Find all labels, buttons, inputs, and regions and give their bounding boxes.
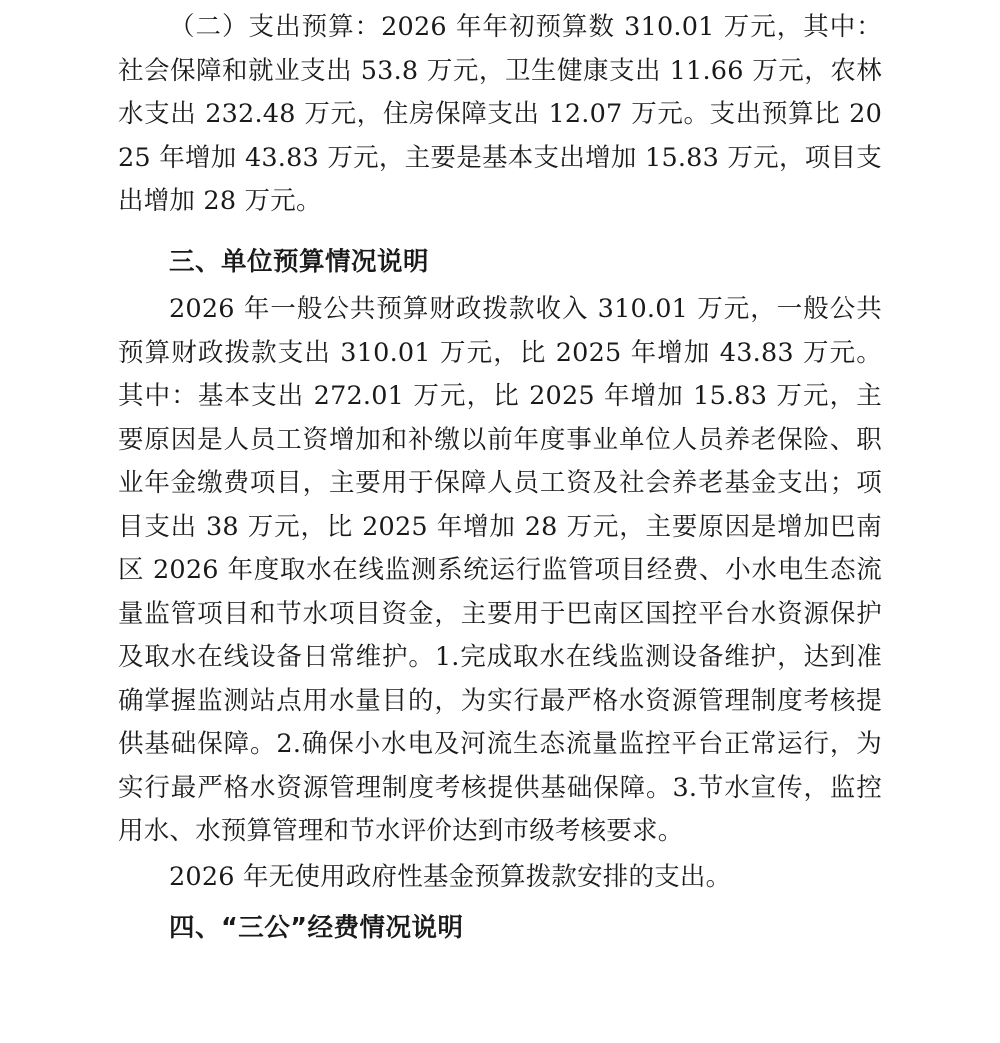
section-spacer (118, 226, 882, 233)
heading-three-public-expenses: 四、“三公”经费情况说明 (169, 913, 464, 943)
heading-unit-budget: 三、单位预算情况说明 (169, 246, 430, 277)
paragraph-government-fund: 2026 年无使用政府性基金预算拨款安排的支出。 (169, 861, 732, 892)
paragraph-expenditure-budget: （二）支出预算：2026 年年初预算数 310.01 万元，其中：社会保障和就业支出 53.8 万元，卫生健康支出 11.66 万元，农林水支出 232.48 万元，住房保障支出 12.07 万元。支出预算比 2025 年增加 43.83 万元，主要是基本支出增加 15.83 万元，项目支出增加 28 万元。 (118, 12, 882, 216)
paragraph-unit-budget-detail: 2026 年一般公共预算财政拨款收入 310.01 万元，一般公共预算财政拨款支出 310.01 万元，比 2025 年增加 43.83 万元。其中：基本支出 272.01 万元，比 2025 年增加 15.83 万元，主要原因是人员工资增加和补缴以前年度事业单位人员养老保险、职业年金缴费项目，主要用于保障人员工资及社会养老基金支出；项目支出 38 万元，比 2025 年增加 28 万元，主要原因是增加巴南区 2026 年度取水在线监测系统运行监管项目经费、小水电生态流量监管项目和节水项目资金，主要用于巴南区国控平台水资源保护及取水在线设备日常维护。1.完成取水在线监测设备维护，达到准确掌握监测站点用水量目的，为实行最严格水资源管理制度考核提供基础保障。2.确保小水电及河流生态流量监控平台正常运行，为实行最严格水资源管理制度考核提供基础保障。3.节水宣传，监控用水、水预算管理和节水评价达到市级考核要求。 (118, 294, 882, 846)
